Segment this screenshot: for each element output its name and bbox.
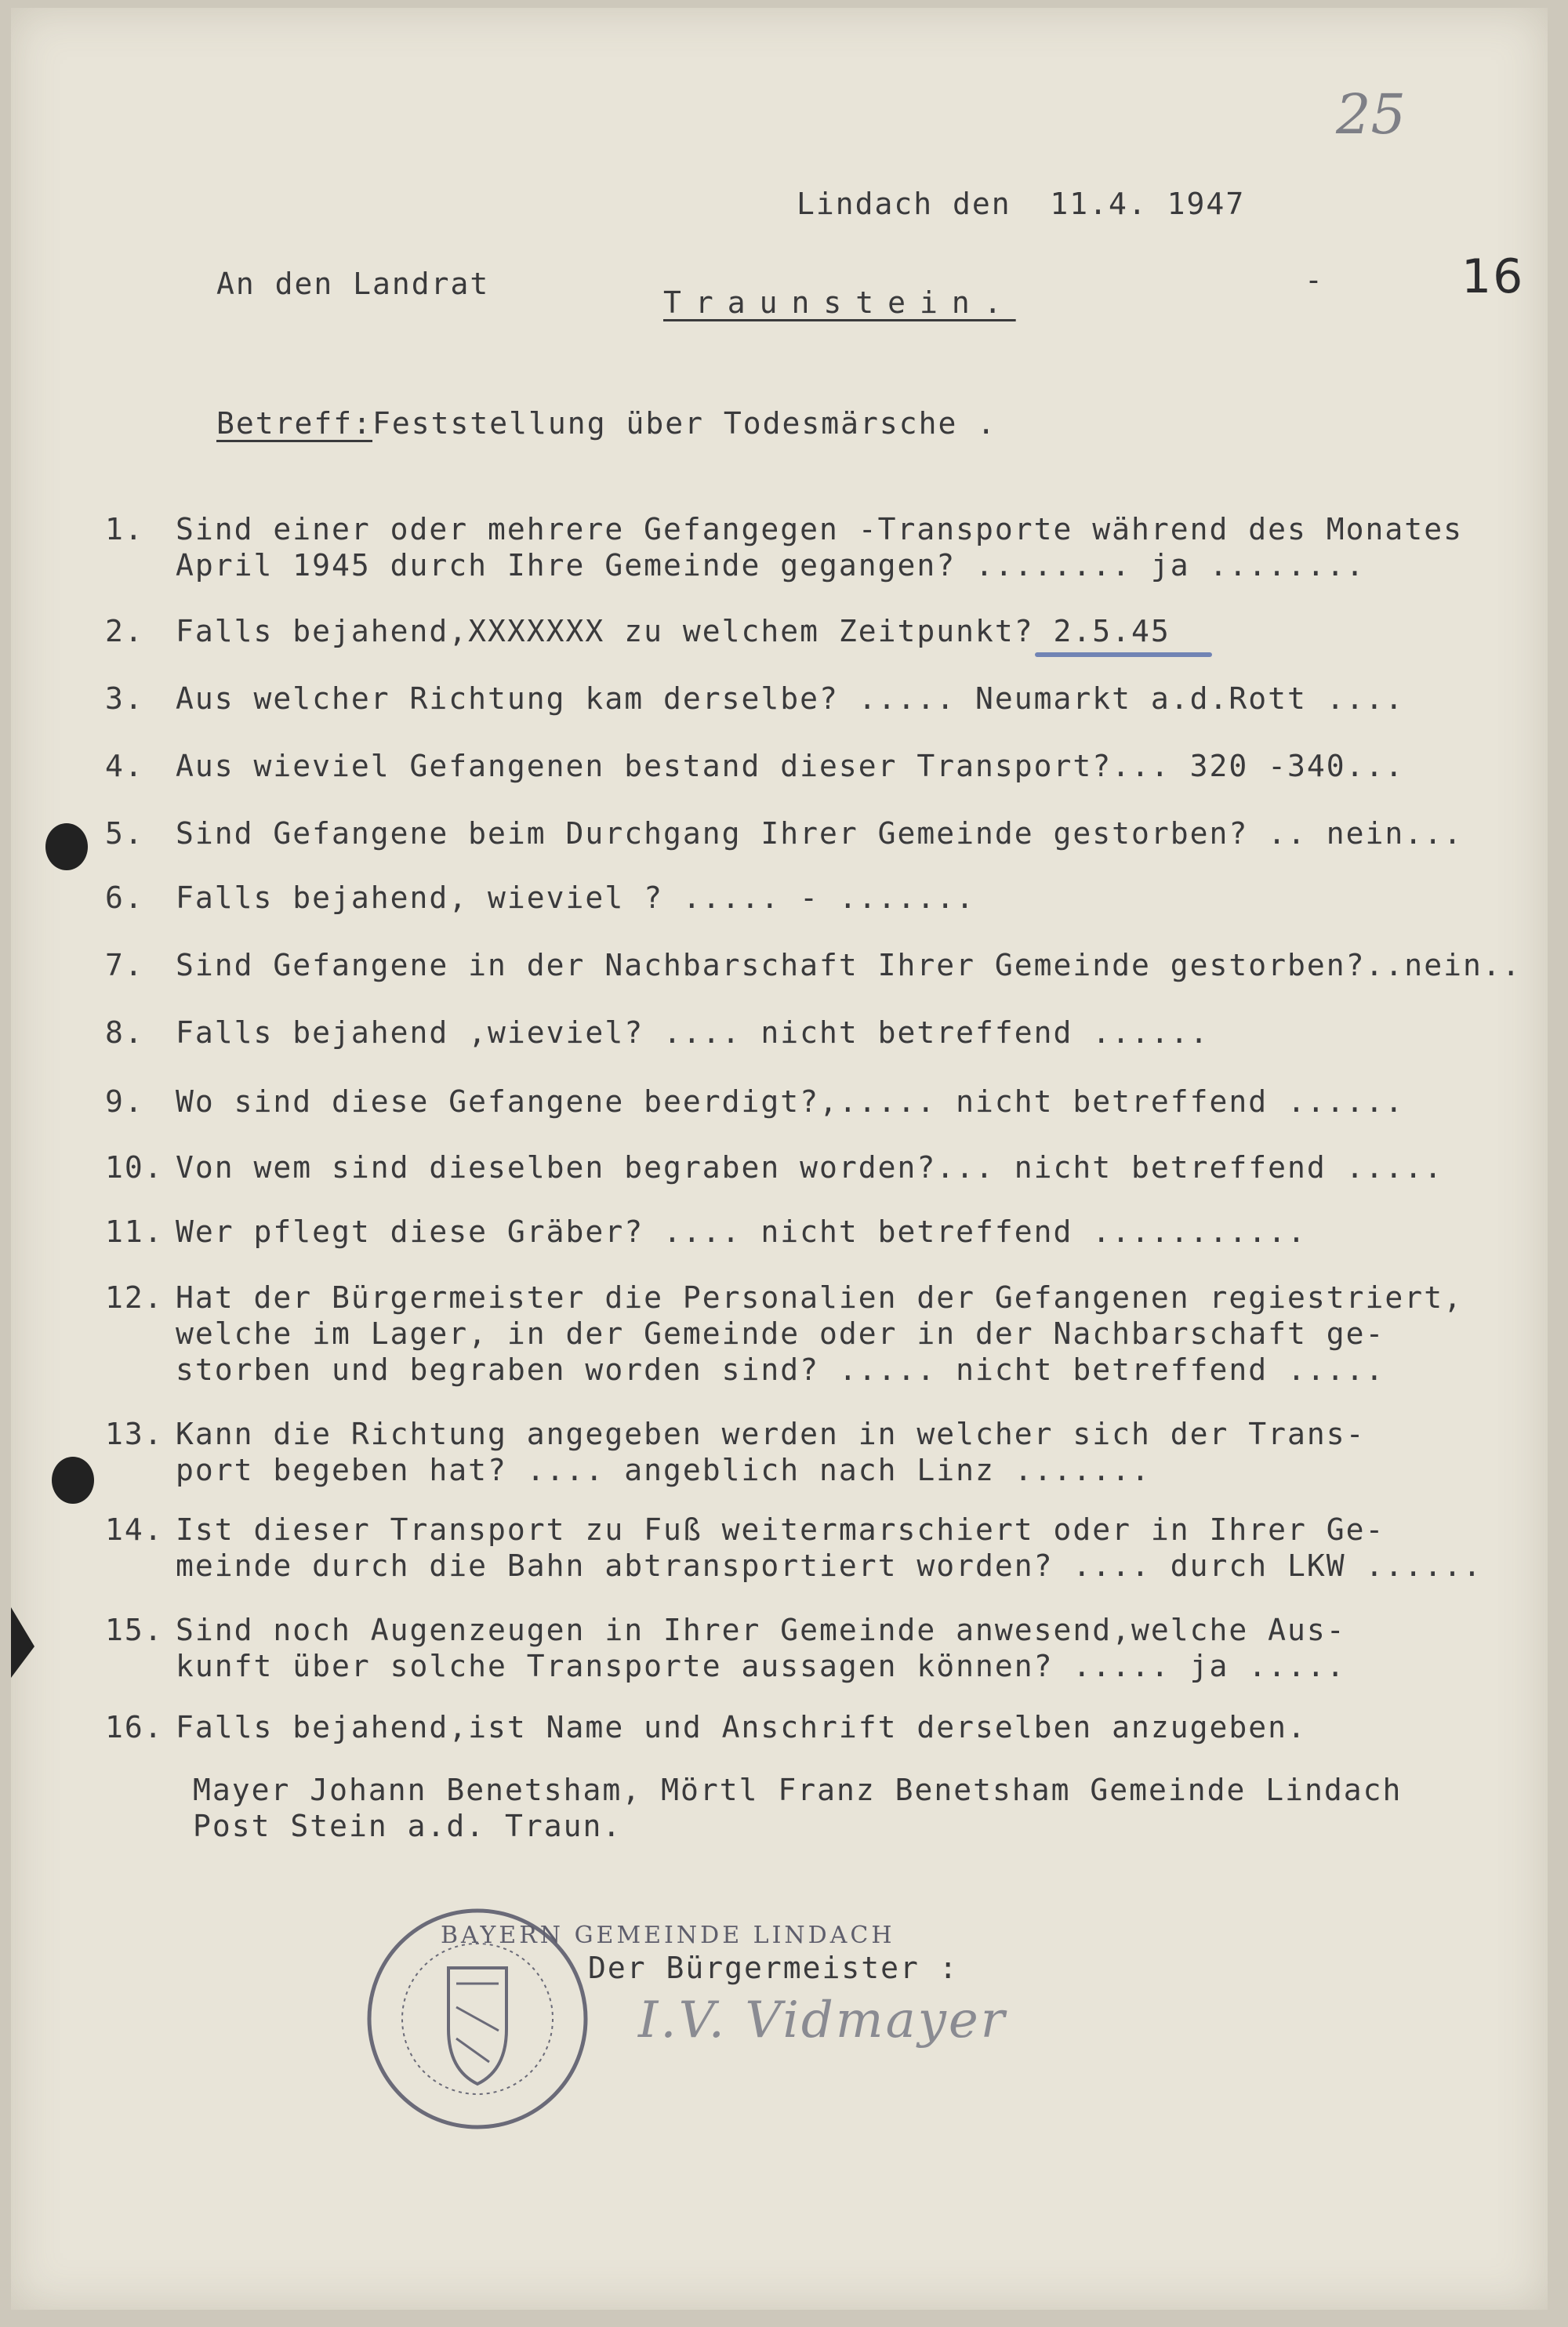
document-page [11,8,1548,2310]
question-number: 5. [105,816,144,851]
subject-text: Feststellung über Todesmärsche . [372,406,997,441]
question-line: meinde durch die Bahn abtransportiert worden? .... durch LKW ...... [176,1548,1483,1583]
signatory-title: Der Bürgermeister : [588,1951,959,1985]
question-line: Sind einer oder mehrere Gefangegen -Transporte während des Monates [176,512,1463,546]
question-line: Falls bejahend,ist Name und Anschrift derselben anzugeben. [176,1710,1307,1744]
pencil-underline [1035,652,1212,657]
question-number: 10. [105,1150,164,1185]
question-line: Sind Gefangene beim Durchgang Ihrer Gemeinde gestorben? .. nein... [176,816,1463,851]
question-number: 3. [105,681,144,716]
witness-line: Post Stein a.d. Traun. [193,1809,622,1843]
subject-label: Betreff: [216,406,373,441]
question-number: 8. [105,1015,144,1050]
place-date: Lindach den 11.4. 1947 [797,187,1246,221]
question-number: 11. [105,1214,164,1249]
question-line: Sind Gefangene in der Nachbarschaft Ihrer Gemeinde gestorben?..nein.. [176,948,1522,982]
question-number: 7. [105,948,144,982]
question-number: 1. [105,512,144,546]
question-line: Falls bejahend,XXXXXXX zu welchem Zeitpunkt? 2.5.45 [176,614,1171,648]
question-number: 15. [105,1613,164,1647]
punch-hole [52,1457,94,1504]
question-line: Falls bejahend, wieviel ? ..... - ....... [176,880,975,915]
question-line: Falls bejahend ,wieviel? .... nicht betreffend ...... [176,1015,1210,1050]
punch-hole [45,823,88,870]
question-line: Aus welcher Richtung kam derselbe? ..... Neumarkt a.d.Rott .... [176,681,1405,716]
question-line: Wer pflegt diese Gräber? .... nicht betreffend ........... [176,1214,1307,1249]
pencil-page-number: 25 [1336,82,1406,147]
question-number: 16. [105,1710,164,1744]
question-line: Von wem sind dieselben begraben worden?... nicht betreffend ..... [176,1150,1444,1185]
question-number: 12. [105,1280,164,1315]
question-line: Kann die Richtung angegeben werden in welcher sich der Trans- [176,1417,1366,1451]
question-line: kunft über solche Transporte aussagen können? ..... ja ..... [176,1649,1346,1683]
question-line: storben und begraben worden sind? ..... nicht betreffend ..... [176,1352,1385,1387]
page-number: 16 [1461,249,1525,304]
recipient: An den Landrat [216,267,490,301]
stamp-text: BAYERN GEMEINDE LINDACH [441,1922,895,1949]
question-line: Hat der Bürgermeister die Personalien der Gefangenen regiestriert, [176,1280,1463,1315]
signature: I.V. Vidmayer [638,1991,1007,2049]
witness-line: Mayer Johann Benetsham, Mörtl Franz Benetsham Gemeinde Lindach [193,1773,1403,1807]
question-line: Wo sind diese Gefangene beerdigt?,..... nicht betreffend ...... [176,1084,1405,1119]
subject [216,406,996,441]
question-number: 2. [105,614,144,648]
question-number: 6. [105,880,144,915]
question-line: Ist dieser Transport zu Fuß weitermarschiert oder in Ihrer Ge- [176,1512,1385,1547]
question-line: Aus wieviel Gefangenen bestand dieser Transport?... 320 -340... [176,749,1405,783]
clip-mark [11,1607,42,1678]
recipient-city: Traunstein. [663,285,1016,320]
question-number: 14. [105,1512,164,1547]
question-line: welche im Lager, in der Gemeinde oder in der Nachbarschaft ge- [176,1316,1385,1351]
question-line: port begeben hat? .... angeblich nach Linz ....... [176,1453,1151,1487]
question-number: 9. [105,1084,144,1119]
question-number: 4. [105,749,144,783]
dash-mark: - [1305,263,1324,297]
question-line: Sind noch Augenzeugen in Ihrer Gemeinde anwesend,welche Aus- [176,1613,1346,1647]
question-line: April 1945 durch Ihre Gemeinde gegangen? ........ ja ........ [176,548,1366,583]
question-number: 13. [105,1417,164,1451]
